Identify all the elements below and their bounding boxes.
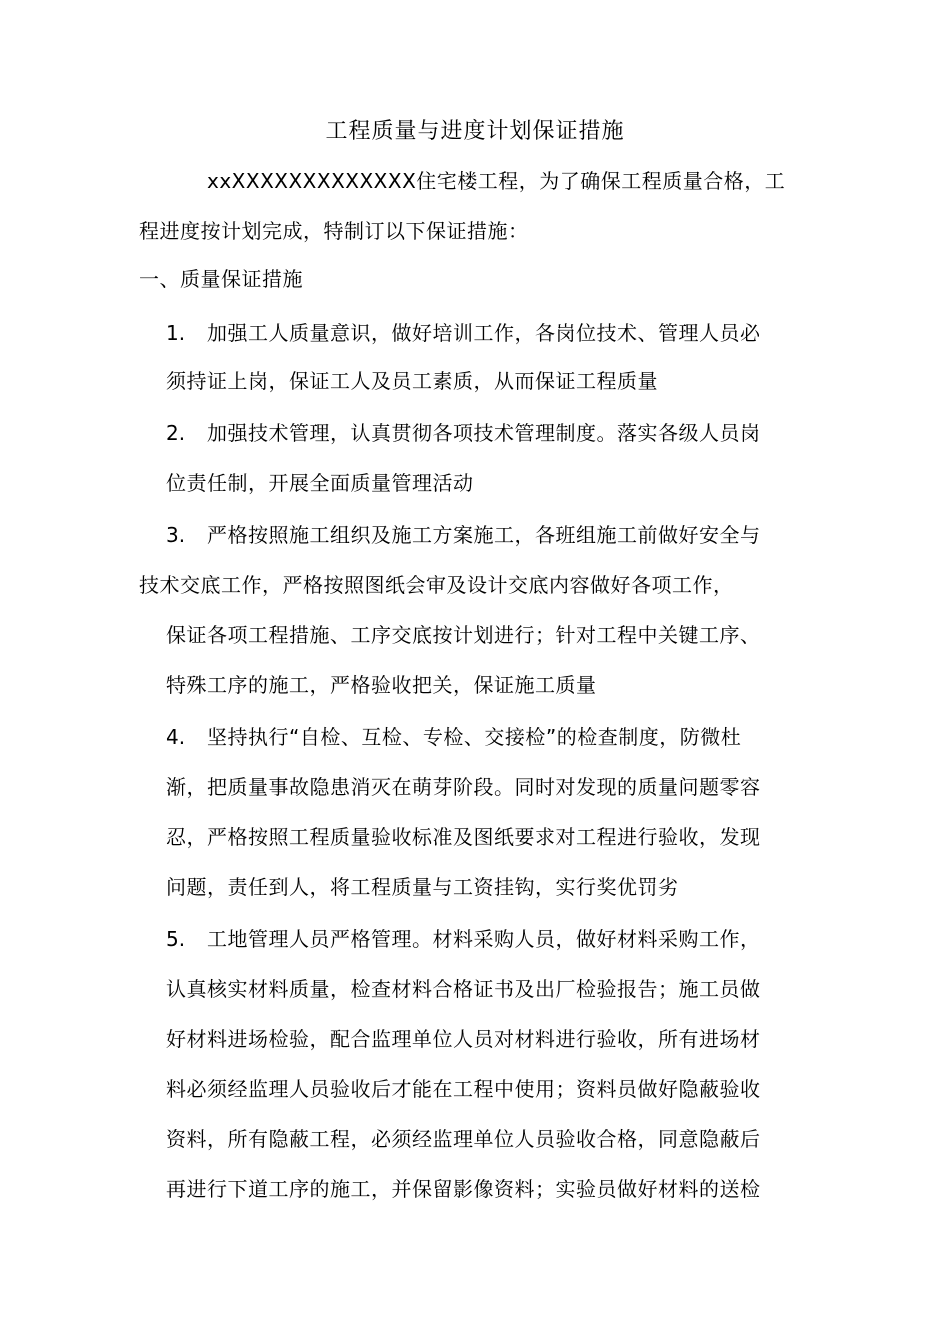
item-line: 保证各项工程措施、工序交底按计划进行；针对工程中关键工序、 <box>166 623 761 647</box>
item-line: 严格按照施工组织及施工方案施工，各班组施工前做好安全与 <box>207 523 761 547</box>
item-line: 位责任制，开展全面质量管理活动 <box>166 471 474 495</box>
item-number: 2. <box>166 421 186 445</box>
item-line: 再进行下道工序的施工，并保留影像资料；实验员做好材料的送检 <box>166 1177 761 1201</box>
item-line: 认真核实材料质量，检查材料合格证书及出厂检验报告；施工员做 <box>166 977 761 1001</box>
intro-line: 程进度按计划完成，特制订以下保证措施： <box>139 219 529 243</box>
item-line: 特殊工序的施工，严格验收把关，保证施工质量 <box>166 673 597 697</box>
item-line: 好材料进场检验，配合监理单位人员对材料进行验收，所有进场材 <box>166 1027 761 1051</box>
document-title: 工程质量与进度计划保证措施 <box>325 119 625 144</box>
item-line: 技术交底工作，严格按照图纸会审及设计交底内容做好各项工作， <box>139 573 734 597</box>
item-line: 加强技术管理，认真贯彻各项技术管理制度。落实各级人员岗 <box>207 421 761 445</box>
section-heading: 一、质量保证措施 <box>139 267 303 291</box>
item-number: 1. <box>166 321 186 345</box>
item-number: 3. <box>166 523 186 547</box>
item-line: 工地管理人员严格管理。材料采购人员，做好材料采购工作， <box>207 927 761 951</box>
item-line: 料必须经监理人员验收后才能在工程中使用；资料员做好隐蔽验收 <box>166 1077 761 1101</box>
item-number: 4. <box>166 725 186 749</box>
item-line: 坚持执行“自检、互检、专检、交接检”的检查制度，防微杜 <box>207 725 742 749</box>
item-line: 忍，严格按照工程质量验收标准及图纸要求对工程进行验收，发现 <box>166 825 761 849</box>
item-number: 5. <box>166 927 186 951</box>
intro-line: xxXXXXXXXXXXXXX住宅楼工程，为了确保工程质量合格，工 <box>207 169 786 193</box>
item-line: 资料，所有隐蔽工程，必须经监理单位人员验收合格，同意隐蔽后 <box>166 1127 761 1151</box>
item-line: 须持证上岗，保证工人及员工素质，从而保证工程质量 <box>166 369 658 393</box>
item-line: 渐，把质量事故隐患消灭在萌芽阶段。同时对发现的质量问题零容 <box>166 775 761 799</box>
item-line: 问题，责任到人，将工程质量与工资挂钩，实行奖优罚劣 <box>166 875 679 899</box>
item-line: 加强工人质量意识，做好培训工作，各岗位技术、管理人员必 <box>207 321 761 345</box>
